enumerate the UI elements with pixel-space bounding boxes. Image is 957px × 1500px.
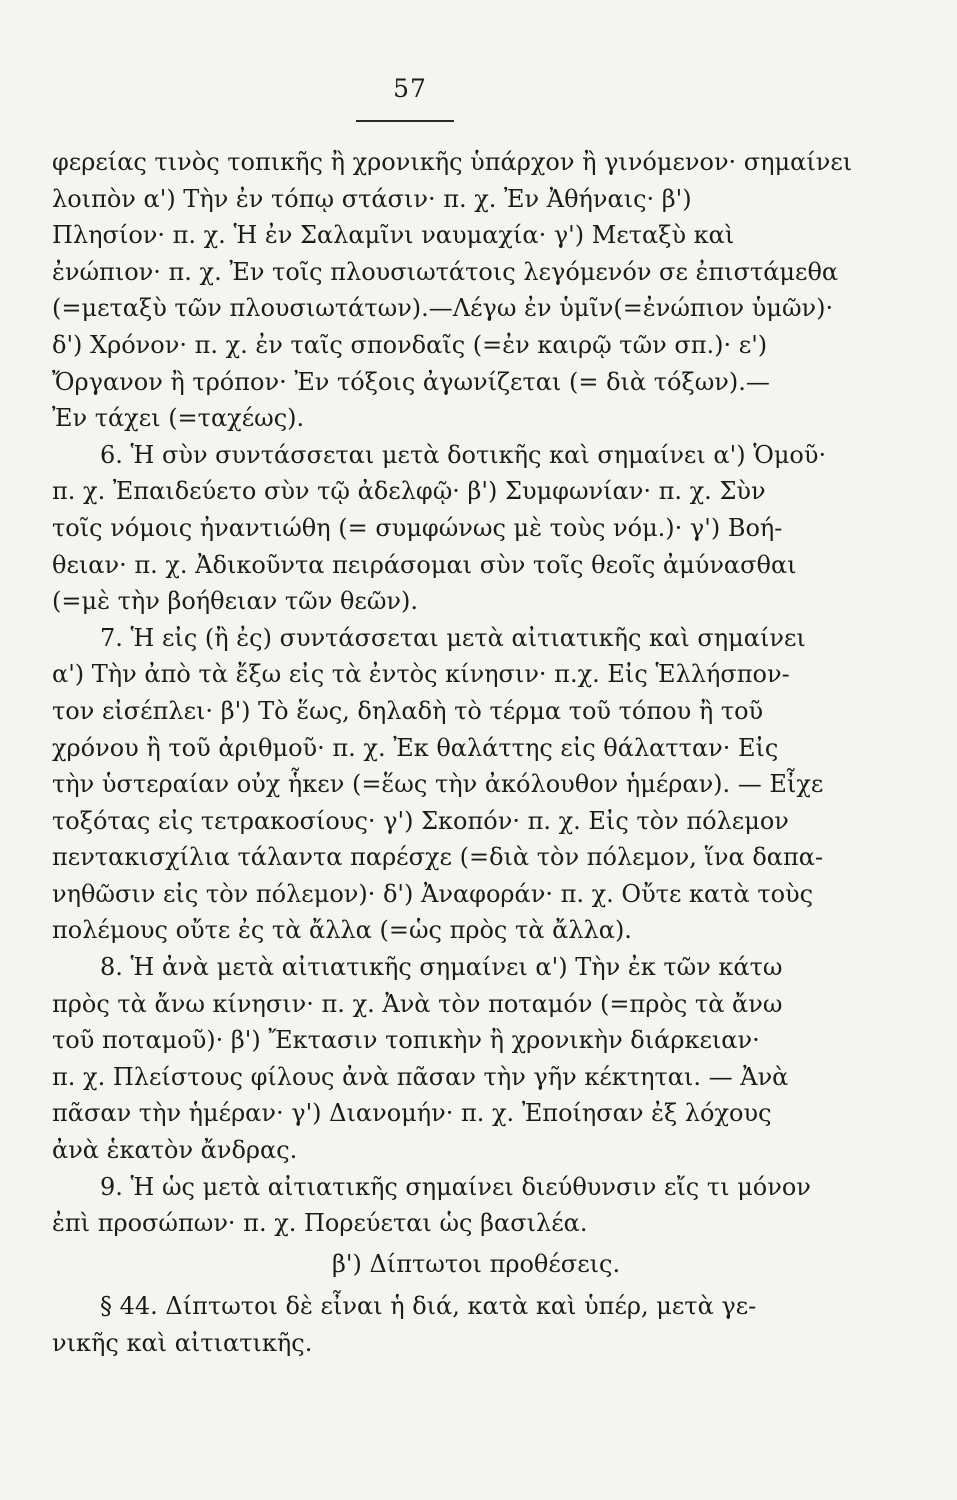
- text-line: ἀνὰ ἑκατὸν ἄνδρας.: [52, 1136, 298, 1165]
- header-rule: [356, 120, 454, 122]
- page-number: 57: [393, 74, 427, 103]
- text-line: χρόνου ἢ τοῦ ἀριθμοῦ· π. χ. Ἐκ θαλάττης εἰς θάλατταν· Εἰς: [52, 733, 779, 762]
- section-44-start: § 44. Δίπτωτοι δὲ εἶναι ἡ διά, κατὰ καὶ ὑπέρ, μετὰ γε-: [100, 1292, 757, 1321]
- text-line: νικῆς καὶ αἰτιατικῆς.: [52, 1329, 313, 1357]
- text-line: τὴν ὑστεραίαν οὐχ ἧκεν (=ἕως τὴν ἀκόλουθον ἡμέραν). — Εἶχε: [52, 770, 824, 799]
- text-line: Ὄργανον ἢ τρόπον· Ἐν τόξοις ἀγωνίζεται (= διὰ τόξων).—: [52, 367, 770, 396]
- text-line: (=μεταξὺ τῶν πλουσιωτάτων).—Λέγω ἐν ὑμῖν(=ἐνώπιον ὑμῶν)·: [52, 294, 834, 323]
- text-line: πρὸς τὰ ἄνω κίνησιν· π. χ. Ἀνὰ τὸν ποταμόν (=πρὸς τὰ ἄνω: [52, 989, 783, 1018]
- text-line: τοξότας εἰς τετρακοσίους· γ') Σκοπόν· π. χ. Εἰς τὸν πόλεμον: [52, 806, 789, 835]
- text-line: ἐπὶ προσώπων· π. χ. Πορεύεται ὡς βασιλέα.: [52, 1209, 588, 1238]
- text-line: λοιπὸν α') Τὴν ἐν τόπῳ στάσιν· π. χ. Ἐν Ἀθήναις· β'): [52, 184, 692, 213]
- text-line: πεντακισχίλια τάλαντα παρέσχε (=διὰ τὸν πόλεμον, ἵνα δαπα-: [52, 843, 824, 872]
- text-line: δ') Χρόνον· π. χ. ἐν ταῖς σπονδαῖς (=ἐν καιρῷ τῶν σπ.)· ε'): [52, 330, 768, 359]
- text-line: φερείας τινὸς τοπικῆς ἢ χρονικῆς ὑπάρχον ἢ γινόμενον· σημαίνει: [52, 148, 853, 176]
- text-line: πᾶσαν τὴν ἡμέραν· γ') Διανομήν· π. χ. Ἐποίησαν ἐξ λόχους: [52, 1099, 772, 1128]
- paragraph-8-start: 8. Ἡ ἀνὰ μετὰ αἰτιατικῆς σημαίνει α') Τὴν ἐκ τῶν κάτω: [100, 953, 783, 982]
- text-line: (=μὲ τὴν βοήθειαν τῶν θεῶν).: [52, 587, 418, 616]
- text-line: θειαν· π. χ. Ἀδικοῦντα πειράσομαι σὺν τοῖς θεοῖς ἀμύνασθαι: [52, 550, 797, 579]
- text-line: νηθῶσιν εἰς τὸν πόλεμον)· δ') Ἀναφοράν· π. χ. Οὔτε κατὰ τοὺς: [52, 879, 814, 908]
- text-line: τοῦ ποταμοῦ)· β') Ἔκτασιν τοπικὴν ἢ χρονικὴν διάρκειαν·: [52, 1026, 760, 1055]
- page-body: [52, 144, 853, 1362]
- text-line: α') Τὴν ἀπὸ τὰ ἔξω εἰς τὰ ἐντὸς κίνησιν· π.χ. Εἰς Ἑλλήσπον-: [52, 660, 790, 689]
- paragraph-6-start: 6. Ἡ σὺν συντάσσεται μετὰ δοτικῆς καὶ σημαίνει α') Ὁμοῦ·: [100, 440, 827, 469]
- text-line: ἐνώπιον· π. χ. Ἐν τοῖς πλουσιωτάτοις λεγόμενόν σε ἐπιστάμεθα: [52, 257, 839, 286]
- text-line: τον εἰσέπλει· β') Τὸ ἕως, δηλαδὴ τὸ τέρμα τοῦ τόπου ἢ τοῦ: [52, 696, 764, 725]
- text-line: π. χ. Ἐπαιδεύετο σὺν τῷ ἀδελφῷ· β') Συμφωνίαν· π. χ. Σὺν: [52, 477, 766, 506]
- text-line: Ἐν τάχει (=ταχέως).: [52, 404, 305, 433]
- section-subheading: β') Δίπτωτοι προθέσεις.: [332, 1249, 621, 1278]
- text-line: Πλησίον· π. χ. Ἡ ἐν Σαλαμῖνι ναυμαχία· γ') Μεταξὺ καὶ: [52, 221, 735, 250]
- paragraph-9-start: 9. Ἡ ὡς μετὰ αἰτιατικῆς σημαίνει διεύθυνσιν εἴς τι μόνον: [100, 1172, 811, 1201]
- paragraph-7-start: 7. Ἡ εἰς (ἢ ἐς) συντάσσεται μετὰ αἰτιατικῆς καὶ σημαίνει: [100, 623, 806, 652]
- text-line: πολέμους οὔτε ἐς τὰ ἄλλα (=ὡς πρὸς τὰ ἄλλα).: [52, 916, 632, 945]
- text-line: τοῖς νόμοις ἠναντιώθη (= συμφώνως μὲ τοὺς νόμ.)· γ') Βοή-: [52, 513, 783, 542]
- text-line: π. χ. Πλείστους φίλους ἀνὰ πᾶσαν τὴν γῆν κέκτηται. — Ἀνὰ: [52, 1062, 789, 1091]
